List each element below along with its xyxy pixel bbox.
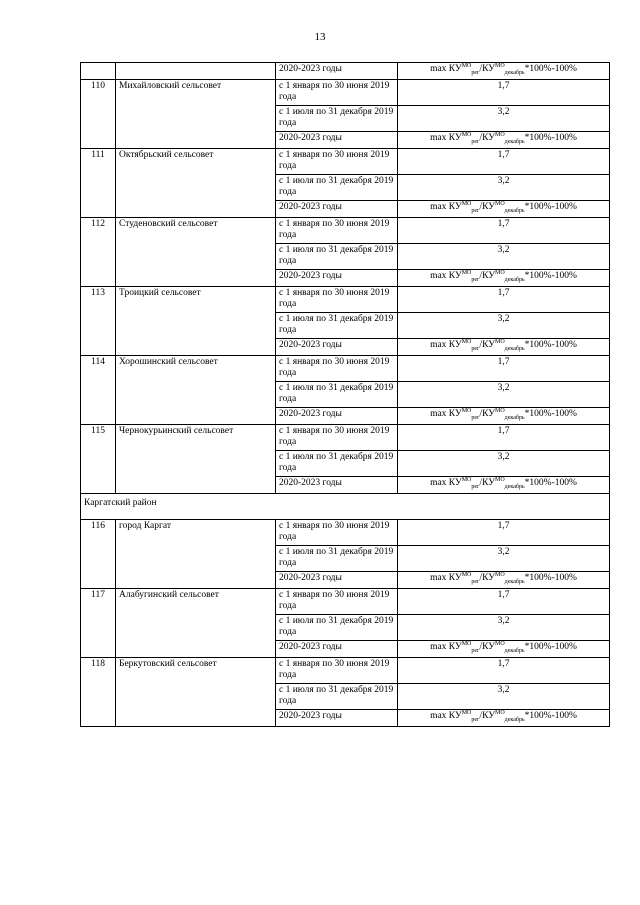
formula-prefix: max КУ bbox=[430, 133, 462, 143]
formula-sub-1: рег bbox=[471, 414, 480, 421]
formula-mid: /КУ bbox=[479, 340, 495, 350]
entity-name: Алабугинский сельсовет bbox=[116, 589, 276, 658]
value-h2-cell: 3,2 bbox=[398, 106, 610, 132]
period-years-cell: 2020-2023 годы bbox=[276, 132, 398, 149]
formula-sub-1: рег bbox=[471, 647, 480, 654]
formula-sub-1: рег bbox=[471, 483, 480, 490]
period-h1-cell: с 1 января по 30 июня 2019 года bbox=[276, 658, 398, 684]
entity-name: Михайловский сельсовет bbox=[116, 80, 276, 149]
formula-sup-1: МО bbox=[461, 571, 472, 578]
formula-prefix: max КУ bbox=[430, 271, 462, 281]
formula-mid: /КУ bbox=[479, 271, 495, 281]
formula-prefix: max КУ bbox=[430, 711, 462, 721]
formula-sub-1: рег bbox=[471, 69, 480, 76]
value-h1-cell: 1,7 bbox=[398, 218, 610, 244]
formula-sup-2: МО bbox=[495, 338, 505, 345]
formula-sup-1: МО bbox=[461, 62, 472, 69]
formula-mid: /КУ bbox=[479, 642, 495, 652]
formula-cell bbox=[398, 408, 610, 425]
formula-sub-2: декабрь bbox=[504, 207, 525, 214]
row-number: 118 bbox=[81, 658, 116, 727]
entity-name: Троицкий сельсовет bbox=[116, 287, 276, 356]
formula-sup-2: МО bbox=[495, 131, 505, 138]
formula-cell bbox=[398, 201, 610, 218]
value-h1-cell: 1,7 bbox=[398, 287, 610, 313]
table-row bbox=[81, 520, 610, 546]
formula-cell bbox=[398, 477, 610, 494]
formula-suffix: *100%-100% bbox=[524, 573, 577, 583]
value-h1-cell: 1,7 bbox=[398, 520, 610, 546]
formula-sup-1: МО bbox=[461, 407, 472, 414]
period-years-cell: 2020-2023 годы bbox=[276, 477, 398, 494]
formula-sup-2: МО bbox=[495, 640, 505, 647]
formula-mid: /КУ bbox=[479, 133, 495, 143]
formula-prefix: max КУ bbox=[430, 642, 462, 652]
formula-sub-2: декабрь bbox=[504, 578, 525, 585]
formula-sub-1: рег bbox=[471, 138, 480, 145]
value-h2-cell: 3,2 bbox=[398, 382, 610, 408]
period-h2-cell: с 1 июля по 31 декабря 2019 года bbox=[276, 546, 398, 572]
value-h1-cell: 1,7 bbox=[398, 149, 610, 175]
formula-sup-2: МО bbox=[495, 200, 505, 207]
row-number bbox=[81, 63, 116, 80]
formula-prefix: max КУ bbox=[430, 340, 462, 350]
formula-sub-2: декабрь bbox=[504, 345, 525, 352]
value-h2-cell: 3,2 bbox=[398, 313, 610, 339]
period-years-cell: 2020-2023 годы bbox=[276, 270, 398, 287]
period-h1-cell: с 1 января по 30 июня 2019 года bbox=[276, 589, 398, 615]
period-years-cell: 2020-2023 годы bbox=[276, 201, 398, 218]
formula-sub-1: рег bbox=[471, 207, 480, 214]
formula-sup-1: МО bbox=[461, 131, 472, 138]
entity-name bbox=[116, 63, 276, 80]
formula-prefix: max КУ bbox=[430, 573, 462, 583]
row-number: 110 bbox=[81, 80, 116, 149]
formula-sup-2: МО bbox=[495, 62, 505, 69]
formula-sub-1: рег bbox=[471, 716, 480, 723]
formula-suffix: *100%-100% bbox=[524, 409, 577, 419]
formula-sub-2: декабрь bbox=[504, 647, 525, 654]
formula-sup-1: МО bbox=[461, 200, 472, 207]
formula-prefix: max КУ bbox=[430, 202, 462, 212]
period-h2-cell: с 1 июля по 31 декабря 2019 года bbox=[276, 313, 398, 339]
value-h2-cell: 3,2 bbox=[398, 615, 610, 641]
formula-sub-1: рег bbox=[471, 345, 480, 352]
formula-sup-1: МО bbox=[461, 476, 472, 483]
formula-sup-2: МО bbox=[495, 709, 505, 716]
page-number: 13 bbox=[314, 31, 326, 43]
formula-sup-2: МО bbox=[495, 269, 505, 276]
carry-over-row bbox=[81, 63, 610, 80]
row-number: 116 bbox=[81, 520, 116, 589]
formula-prefix: max КУ bbox=[430, 64, 462, 74]
entity-name: Студеновский сельсовет bbox=[116, 218, 276, 287]
entity-name: город Каргат bbox=[116, 520, 276, 589]
value-h1-cell: 1,7 bbox=[398, 425, 610, 451]
formula-sup-1: МО bbox=[461, 338, 472, 345]
period-years-cell: 2020-2023 годы bbox=[276, 339, 398, 356]
period-h1-cell: с 1 января по 30 июня 2019 года bbox=[276, 520, 398, 546]
table-row bbox=[81, 658, 610, 684]
period-h2-cell: с 1 июля по 31 декабря 2019 года bbox=[276, 451, 398, 477]
entity-name: Хорошинский сельсовет bbox=[116, 356, 276, 425]
formula-sub-2: декабрь bbox=[504, 414, 525, 421]
formula-mid: /КУ bbox=[479, 711, 495, 721]
table-row bbox=[81, 425, 610, 451]
formula-sub-1: рег bbox=[471, 578, 480, 585]
formula-suffix: *100%-100% bbox=[524, 202, 577, 212]
formula-mid: /КУ bbox=[479, 409, 495, 419]
period-h1-cell: с 1 января по 30 июня 2019 года bbox=[276, 149, 398, 175]
period-h2-cell: с 1 июля по 31 декабря 2019 года bbox=[276, 382, 398, 408]
formula-suffix: *100%-100% bbox=[524, 340, 577, 350]
table-row bbox=[81, 80, 610, 106]
formula-suffix: *100%-100% bbox=[524, 64, 577, 74]
formula-sup-1: МО bbox=[461, 269, 472, 276]
formula-sub-2: декабрь bbox=[504, 716, 525, 723]
table-row bbox=[81, 218, 610, 244]
formula-sup-1: МО bbox=[461, 709, 472, 716]
period-years-cell: 2020-2023 годы bbox=[276, 710, 398, 727]
entity-name: Беркутовский сельсовет bbox=[116, 658, 276, 727]
formula-suffix: *100%-100% bbox=[524, 711, 577, 721]
row-number: 112 bbox=[81, 218, 116, 287]
value-h2-cell: 3,2 bbox=[398, 451, 610, 477]
table-row bbox=[81, 149, 610, 175]
value-h1-cell: 1,7 bbox=[398, 80, 610, 106]
formula-cell bbox=[398, 63, 610, 80]
row-number: 114 bbox=[81, 356, 116, 425]
entity-name: Октябрьский сельсовет bbox=[116, 149, 276, 218]
formula-prefix: max КУ bbox=[430, 478, 462, 488]
value-h2-cell: 3,2 bbox=[398, 244, 610, 270]
formula-sup-2: МО bbox=[495, 476, 505, 483]
period-years-cell: 2020-2023 годы bbox=[276, 63, 398, 80]
formula-sub-2: декабрь bbox=[504, 69, 525, 76]
formula-cell bbox=[398, 339, 610, 356]
table-row bbox=[81, 287, 610, 313]
formula-suffix: *100%-100% bbox=[524, 478, 577, 488]
formula-mid: /КУ bbox=[479, 573, 495, 583]
section-title: Каргатский район bbox=[81, 494, 610, 520]
period-h2-cell: с 1 июля по 31 декабря 2019 года bbox=[276, 684, 398, 710]
formula-suffix: *100%-100% bbox=[524, 642, 577, 652]
row-number: 111 bbox=[81, 149, 116, 218]
formula-prefix: max КУ bbox=[430, 409, 462, 419]
period-h2-cell: с 1 июля по 31 декабря 2019 года bbox=[276, 106, 398, 132]
value-h1-cell: 1,7 bbox=[398, 658, 610, 684]
formula-cell bbox=[398, 572, 610, 589]
formula-mid: /КУ bbox=[479, 478, 495, 488]
table-row bbox=[81, 589, 610, 615]
formula-sub-1: рег bbox=[471, 276, 480, 283]
formula-sub-2: декабрь bbox=[504, 483, 525, 490]
row-number: 113 bbox=[81, 287, 116, 356]
formula-sub-2: декабрь bbox=[504, 276, 525, 283]
period-years-cell: 2020-2023 годы bbox=[276, 641, 398, 658]
formula-suffix: *100%-100% bbox=[524, 271, 577, 281]
period-years-cell: 2020-2023 годы bbox=[276, 572, 398, 589]
period-h2-cell: с 1 июля по 31 декабря 2019 года bbox=[276, 175, 398, 201]
formula-sup-2: МО bbox=[495, 407, 505, 414]
table-row bbox=[81, 356, 610, 382]
formula-cell bbox=[398, 710, 610, 727]
value-h1-cell: 1,7 bbox=[398, 356, 610, 382]
formula-cell bbox=[398, 132, 610, 149]
formula-suffix: *100%-100% bbox=[524, 133, 577, 143]
value-h2-cell: 3,2 bbox=[398, 175, 610, 201]
period-years-cell: 2020-2023 годы bbox=[276, 408, 398, 425]
row-number: 115 bbox=[81, 425, 116, 494]
formula-sup-1: МО bbox=[461, 640, 472, 647]
period-h2-cell: с 1 июля по 31 декабря 2019 года bbox=[276, 244, 398, 270]
formula-cell bbox=[398, 641, 610, 658]
value-h2-cell: 3,2 bbox=[398, 546, 610, 572]
formula-mid: /КУ bbox=[479, 202, 495, 212]
value-h1-cell: 1,7 bbox=[398, 589, 610, 615]
period-h1-cell: с 1 января по 30 июня 2019 года bbox=[276, 287, 398, 313]
entity-name: Чернокурьинский сельсовет bbox=[116, 425, 276, 494]
formula-mid: /КУ bbox=[479, 64, 495, 74]
period-h1-cell: с 1 января по 30 июня 2019 года bbox=[276, 218, 398, 244]
period-h1-cell: с 1 января по 30 июня 2019 года bbox=[276, 425, 398, 451]
value-h2-cell: 3,2 bbox=[398, 684, 610, 710]
formula-sup-2: МО bbox=[495, 571, 505, 578]
tariff-table bbox=[80, 62, 610, 727]
row-number: 117 bbox=[81, 589, 116, 658]
period-h2-cell: с 1 июля по 31 декабря 2019 года bbox=[276, 615, 398, 641]
period-h1-cell: с 1 января по 30 июня 2019 года bbox=[276, 80, 398, 106]
period-h1-cell: с 1 января по 30 июня 2019 года bbox=[276, 356, 398, 382]
formula-cell bbox=[398, 270, 610, 287]
section-row bbox=[81, 494, 610, 520]
formula-sub-2: декабрь bbox=[504, 138, 525, 145]
